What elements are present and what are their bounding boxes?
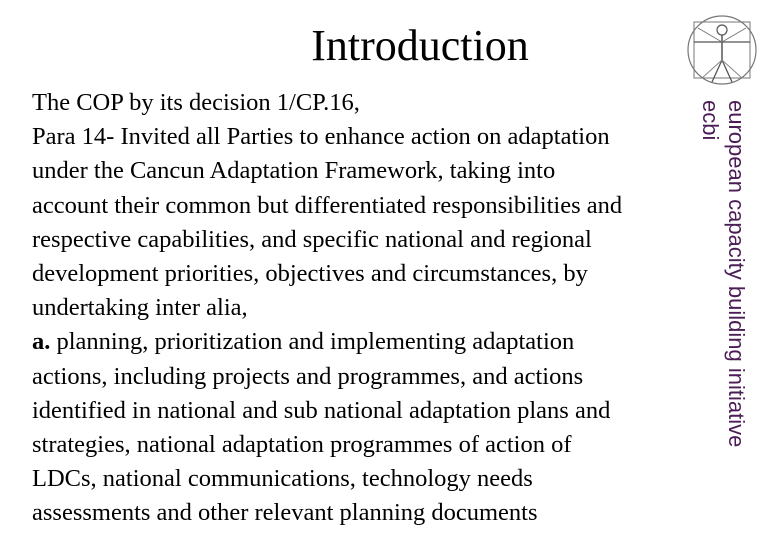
body-line: The COP by its decision 1/CP.16, [32, 89, 360, 116]
ecbi-sidebar [694, 100, 754, 520]
body-line: strategies, national adaptation programmes of action of [32, 431, 572, 459]
body-line: under the Cancun Adaptation Framework, taking into [32, 157, 556, 185]
list-item-a [32, 325, 716, 359]
organization-acronym: ecbi [698, 100, 723, 141]
body-line: respective capabilities, and specific national and regional [32, 225, 592, 253]
body-line: identified in national and sub national adaptation plans and [32, 396, 611, 424]
body-line: planning, prioritization and implementing adaptation [50, 328, 575, 356]
list-marker: a. [32, 328, 51, 356]
organization-name: european capacity building initiative [724, 100, 749, 448]
body-line: account their common but differentiated responsibilities and [32, 191, 623, 219]
body-line: undertaking inter alia, [32, 294, 248, 322]
body-line: assessments and other relevant planning documents [32, 499, 538, 527]
body-line: Para 14- Invited all Parties to enhance action on adaptation [32, 123, 610, 151]
body-text [32, 86, 716, 531]
vitruvian-man-icon [682, 10, 762, 90]
body-line: LDCs, national communications, technology needs [32, 465, 533, 493]
body-line: development priorities, objectives and circumstances, by [32, 260, 588, 288]
slide-title: Introduction [311, 21, 529, 70]
body-line: actions, including projects and programmes, and actions [32, 362, 584, 390]
